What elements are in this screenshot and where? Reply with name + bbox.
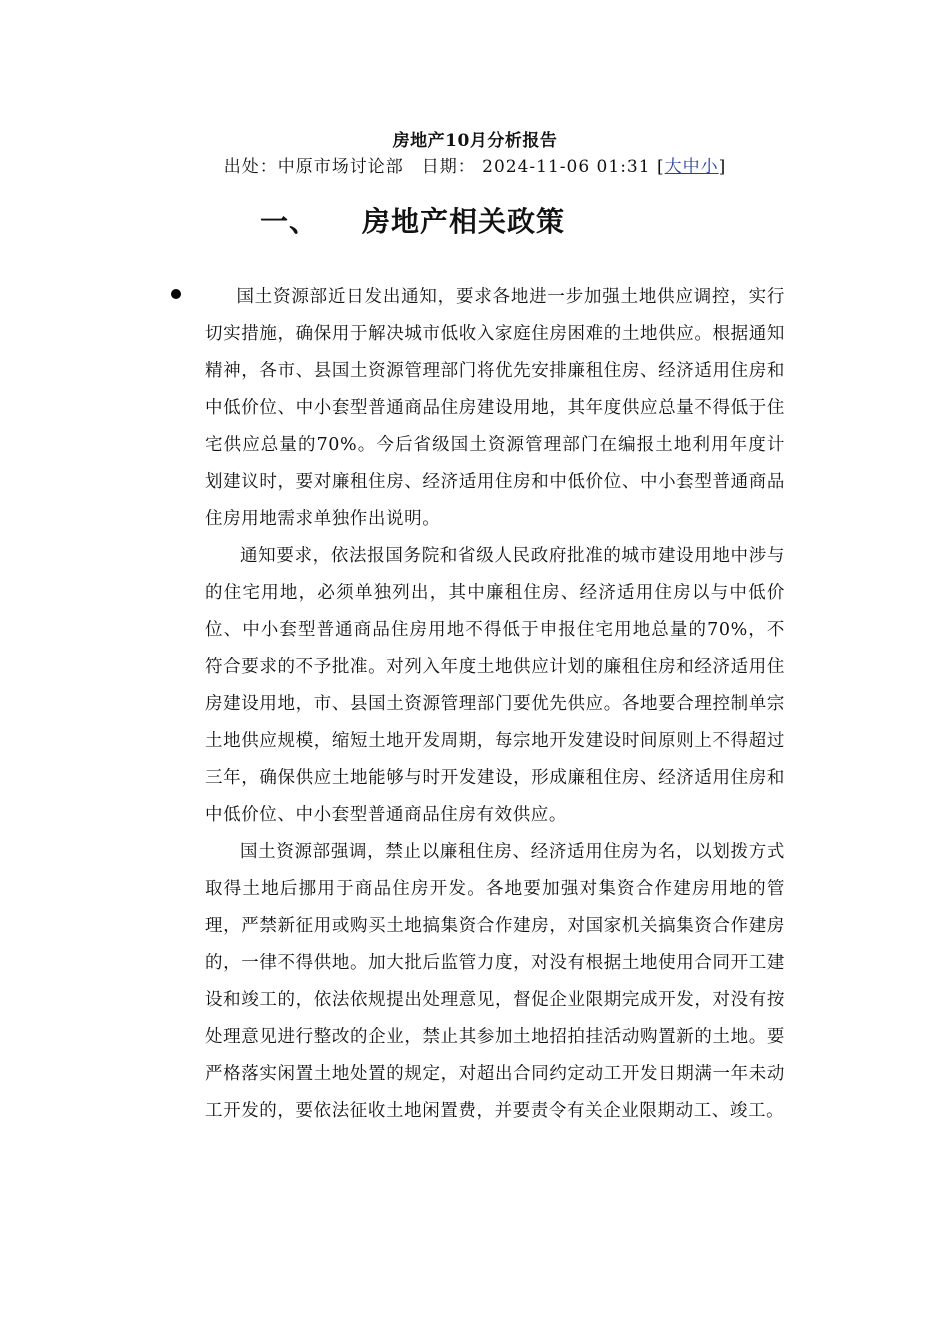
date-value: 2024-11-06 01:31	[482, 157, 651, 177]
paragraph: 国土资源部近日发出通知，要求各地进一步加强土地供应调控，实行切实措施，确保用于解决城市低收入家庭住房困难的土地供应。根据通知精神，各市、县国土资源管理部门将优先安排廉租住房、经济适用住房和中低价位、中小套型普通商品住房建设用地，其年度供应总量不得低于住宅供应总量的70%。今后省级国土资源管理部门在编报土地利用年度计划建议时，要对廉租住房、经济适用住房和中低价位、中小套型普通商品住房用地需求单独作出说明。	[205, 287, 785, 529]
paragraph: 国土资源部强调，禁止以廉租住房、经济适用住房为名，以划拨方式取得土地后挪用于商品住房开发。各地要加强对集资合作建房用地的管理，严禁新征用或购买土地搞集资合作建房，对国家机关搞集资合作建房的，一律不得供地。加大批后监管力度，对没有根据土地使用合同开工建设和竣工的，依法依规提出处理意见，督促企业限期完成开发，对没有按处理意见进行整改的企业，禁止其参加土地招拍挂活动购置新的土地。要严格落实闲置土地处置的规定，对超出合同约定动工开发日期满一年未动工开发的，要依法征收土地闲置费，并要责令有关企业限期动工、竣工。	[205, 842, 785, 1121]
body-text	[205, 279, 785, 1130]
font-size-links[interactable]: 大中小	[664, 157, 719, 177]
paragraph: 通知要求，依法报国务院和省级人民政府批准的城市建设用地中涉与的住宅用地，必须单独列出，其中廉租住房、经济适用住房以与中低价位、中小套型普通商品住房用地不得低于申报住宅用地总量的70%，不符合要求的不予批准。对列入年度土地供应计划的廉租住房和经济适用住房建设用地，市、县国土资源管理部门要优先供应。各地要合理控制单宗土地供应规模，缩短土地开发周期，每宗地开发建设时间原则上不得超过三年，确保供应土地能够与时开发建设，形成廉租住房、经济适用住房和中低价位、中小套型普通商品住房有效供应。	[205, 546, 785, 825]
bullet-dot-icon	[171, 289, 181, 299]
section-number: 一、	[260, 205, 319, 238]
section-title: 房地产相关政策	[362, 205, 566, 238]
document-title: 房地产10月分析报告	[392, 131, 558, 151]
size-bracket-open: [	[656, 157, 665, 177]
size-bracket-close: ]	[718, 157, 727, 177]
source-label: 出处：中原市场讨论部	[223, 157, 404, 177]
document-meta	[0, 152, 950, 177]
date-label: 日期：	[421, 157, 476, 177]
